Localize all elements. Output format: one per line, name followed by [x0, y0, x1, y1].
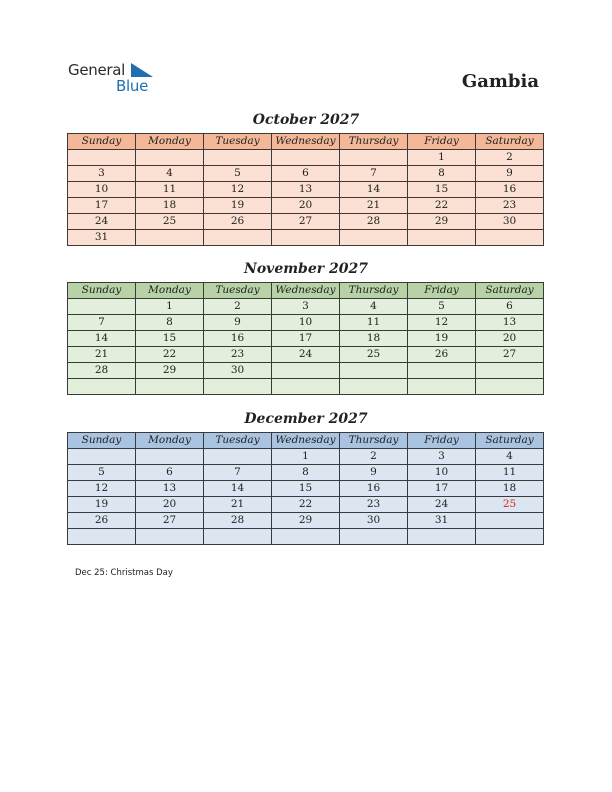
weekday-header: Sunday	[68, 134, 136, 150]
day-cell	[68, 299, 136, 315]
day-cell: 29	[408, 214, 476, 230]
day-cell: 14	[204, 481, 272, 497]
month-title-october: October 2027	[252, 112, 360, 128]
day-cell: 13	[476, 315, 544, 331]
day-cell	[204, 150, 272, 166]
day-cell	[68, 150, 136, 166]
day-cell: 24	[68, 214, 136, 230]
day-cell: 5	[204, 166, 272, 182]
week-row	[68, 166, 544, 182]
weekday-header: Wednesday	[272, 134, 340, 150]
day-cell: 18	[340, 331, 408, 347]
week-row	[68, 363, 544, 379]
weekday-header-row	[68, 433, 544, 449]
day-cell: 28	[340, 214, 408, 230]
day-cell: 22	[136, 347, 204, 363]
day-cell: 11	[476, 465, 544, 481]
day-cell: 9	[476, 166, 544, 182]
weekday-header: Monday	[136, 134, 204, 150]
day-cell: 3	[408, 449, 476, 465]
day-cell: 27	[272, 214, 340, 230]
weekday-header: Tuesday	[204, 283, 272, 299]
day-cell	[204, 230, 272, 246]
day-cell: 17	[408, 481, 476, 497]
day-cell: 1	[272, 449, 340, 465]
country-name: Gambia	[461, 71, 539, 92]
week-row	[68, 331, 544, 347]
weekday-header: Thursday	[340, 283, 408, 299]
month-title-december: December 2027	[244, 411, 368, 427]
day-cell	[340, 529, 408, 545]
day-cell	[136, 230, 204, 246]
day-cell: 5	[408, 299, 476, 315]
day-cell: 11	[136, 182, 204, 198]
day-cell: 2	[476, 150, 544, 166]
week-row	[68, 347, 544, 363]
calendar-body	[68, 299, 544, 395]
week-row	[68, 529, 544, 545]
day-cell: 25	[340, 347, 408, 363]
day-cell	[476, 513, 544, 529]
month-title-november: November 2027	[244, 261, 368, 277]
weekday-header: Sunday	[68, 283, 136, 299]
day-cell	[272, 150, 340, 166]
day-cell: 6	[476, 299, 544, 315]
day-cell: 19	[408, 331, 476, 347]
day-cell: 30	[476, 214, 544, 230]
week-row	[68, 182, 544, 198]
weekday-header: Tuesday	[204, 433, 272, 449]
day-cell: 26	[408, 347, 476, 363]
day-cell: 29	[272, 513, 340, 529]
day-cell: 27	[476, 347, 544, 363]
week-row	[68, 465, 544, 481]
day-cell: 4	[340, 299, 408, 315]
day-cell	[68, 529, 136, 545]
weekday-header: Sunday	[68, 433, 136, 449]
day-cell: 20	[476, 331, 544, 347]
week-row	[68, 497, 544, 513]
day-cell	[204, 449, 272, 465]
weekday-header: Wednesday	[272, 283, 340, 299]
day-cell: 12	[68, 481, 136, 497]
day-cell: 17	[272, 331, 340, 347]
week-row	[68, 150, 544, 166]
day-cell: 15	[408, 182, 476, 198]
day-cell: 13	[136, 481, 204, 497]
day-cell: 27	[136, 513, 204, 529]
day-cell	[340, 379, 408, 395]
calendar-november	[67, 282, 544, 395]
day-cell: 11	[340, 315, 408, 331]
day-cell: 19	[68, 497, 136, 513]
day-cell: 31	[408, 513, 476, 529]
week-row	[68, 315, 544, 331]
day-cell: 7	[340, 166, 408, 182]
calendar-body	[68, 150, 544, 246]
weekday-header-row	[68, 134, 544, 150]
week-row	[68, 513, 544, 529]
day-cell: 20	[272, 198, 340, 214]
day-cell	[340, 363, 408, 379]
day-cell: 6	[272, 166, 340, 182]
day-cell: 10	[68, 182, 136, 198]
day-cell	[476, 379, 544, 395]
day-cell: 8	[272, 465, 340, 481]
week-row	[68, 379, 544, 395]
day-cell: 28	[204, 513, 272, 529]
day-cell: 16	[340, 481, 408, 497]
day-cell	[476, 363, 544, 379]
day-cell	[408, 529, 476, 545]
day-cell: 30	[204, 363, 272, 379]
weekday-header-row	[68, 283, 544, 299]
day-cell: 23	[204, 347, 272, 363]
day-cell: 5	[68, 465, 136, 481]
day-cell: 9	[340, 465, 408, 481]
day-cell: 7	[68, 315, 136, 331]
day-cell: 19	[204, 198, 272, 214]
day-cell	[136, 379, 204, 395]
day-cell: 16	[204, 331, 272, 347]
day-cell: 15	[272, 481, 340, 497]
day-cell: 28	[68, 363, 136, 379]
day-cell: 21	[340, 198, 408, 214]
day-cell: 22	[272, 497, 340, 513]
day-cell: 20	[136, 497, 204, 513]
day-cell: 8	[408, 166, 476, 182]
day-cell	[408, 363, 476, 379]
day-cell	[204, 529, 272, 545]
logo-word-general: General	[68, 61, 126, 79]
weekday-header: Saturday	[476, 134, 544, 150]
day-cell: 13	[272, 182, 340, 198]
day-cell	[340, 230, 408, 246]
day-cell: 29	[136, 363, 204, 379]
day-cell: 10	[408, 465, 476, 481]
day-cell	[408, 230, 476, 246]
day-cell: 21	[204, 497, 272, 513]
day-cell	[136, 529, 204, 545]
calendar-december	[67, 432, 544, 545]
day-cell: 25	[136, 214, 204, 230]
week-row	[68, 449, 544, 465]
day-cell	[68, 449, 136, 465]
day-cell	[340, 150, 408, 166]
day-cell: 14	[340, 182, 408, 198]
day-cell	[476, 529, 544, 545]
logo-triangle-icon	[131, 63, 153, 77]
week-row	[68, 214, 544, 230]
day-cell: 10	[272, 315, 340, 331]
day-cell: 15	[136, 331, 204, 347]
day-cell: 12	[408, 315, 476, 331]
week-row	[68, 230, 544, 246]
holiday-day-cell: 25	[476, 497, 544, 513]
weekday-header: Saturday	[476, 283, 544, 299]
day-cell: 6	[136, 465, 204, 481]
day-cell: 18	[476, 481, 544, 497]
day-cell: 2	[340, 449, 408, 465]
weekday-header: Wednesday	[272, 433, 340, 449]
weekday-header: Saturday	[476, 433, 544, 449]
week-row	[68, 198, 544, 214]
logo	[68, 61, 168, 97]
day-cell: 31	[68, 230, 136, 246]
day-cell	[136, 449, 204, 465]
day-cell	[272, 529, 340, 545]
day-cell: 1	[408, 150, 476, 166]
day-cell: 4	[476, 449, 544, 465]
logo-word-blue: Blue	[116, 77, 148, 95]
day-cell	[204, 379, 272, 395]
week-row	[68, 481, 544, 497]
weekday-header: Thursday	[340, 134, 408, 150]
day-cell	[476, 230, 544, 246]
day-cell: 1	[136, 299, 204, 315]
day-cell: 26	[204, 214, 272, 230]
weekday-header: Friday	[408, 134, 476, 150]
weekday-header: Friday	[408, 433, 476, 449]
day-cell	[136, 150, 204, 166]
holiday-note: Dec 25: Christmas Day	[75, 568, 173, 578]
day-cell	[272, 363, 340, 379]
day-cell: 21	[68, 347, 136, 363]
day-cell: 24	[272, 347, 340, 363]
day-cell	[272, 379, 340, 395]
day-cell	[68, 379, 136, 395]
day-cell: 2	[204, 299, 272, 315]
weekday-header: Tuesday	[204, 134, 272, 150]
weekday-header: Thursday	[340, 433, 408, 449]
weekday-header: Monday	[136, 433, 204, 449]
day-cell: 4	[136, 166, 204, 182]
weekday-header: Friday	[408, 283, 476, 299]
day-cell: 26	[68, 513, 136, 529]
day-cell: 23	[340, 497, 408, 513]
day-cell: 24	[408, 497, 476, 513]
day-cell: 9	[204, 315, 272, 331]
weekday-header: Monday	[136, 283, 204, 299]
day-cell: 16	[476, 182, 544, 198]
day-cell: 30	[340, 513, 408, 529]
calendar-october	[67, 133, 544, 246]
day-cell: 12	[204, 182, 272, 198]
day-cell	[272, 230, 340, 246]
day-cell: 14	[68, 331, 136, 347]
day-cell: 22	[408, 198, 476, 214]
calendar-body	[68, 449, 544, 545]
day-cell	[408, 379, 476, 395]
day-cell: 18	[136, 198, 204, 214]
day-cell: 3	[68, 166, 136, 182]
week-row	[68, 299, 544, 315]
day-cell: 7	[204, 465, 272, 481]
day-cell: 8	[136, 315, 204, 331]
day-cell: 3	[272, 299, 340, 315]
day-cell: 17	[68, 198, 136, 214]
day-cell: 23	[476, 198, 544, 214]
